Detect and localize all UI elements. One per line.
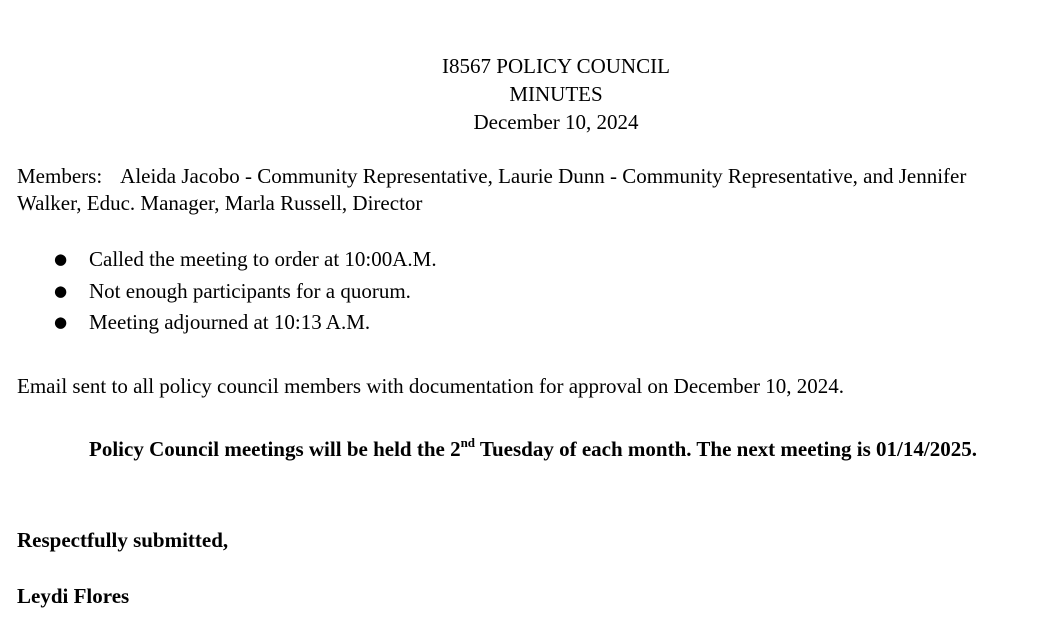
meeting-notice — [89, 433, 1009, 465]
list-item — [0, 307, 437, 339]
closing-line: Respectfully submitted, — [17, 528, 229, 552]
bullet-icon: ● — [54, 281, 68, 300]
members-paragraph — [17, 163, 1027, 217]
notice-text-start: Policy Council meetings will be held the 2 — [89, 437, 461, 461]
email-note: Email sent to all policy council members with documentation for approval on December 10, 2024. — [17, 374, 844, 398]
members-list: Aleida Jacobo - Community Representative, Laurie Dunn - Community Representative, and Jennifer Walker, Educ. Manager, Marla Russell, Director — [17, 164, 967, 215]
agenda-list — [0, 244, 437, 339]
list-item — [0, 244, 437, 276]
document-subtitle: MINUTES — [509, 82, 603, 106]
document-header — [0, 52, 1038, 136]
notice-text-end: Tuesday of each month. The next meeting is 01/14/2025. — [475, 437, 977, 461]
signer-name: Leydi Flores — [17, 584, 130, 608]
bullet-icon: ● — [54, 250, 68, 268]
members-label: Members: — [17, 164, 103, 188]
document-title: I8567 POLICY COUNCIL — [442, 54, 670, 78]
bullet-icon: ● — [54, 313, 68, 331]
list-item-text: Meeting adjourned at 10:13 A.M. — [89, 310, 371, 334]
list-item-text: Not enough participants for a quorum. — [89, 278, 411, 303]
list-item-text: Called the meeting to order at 10:00A.M. — [89, 247, 437, 271]
meeting-date: December 10, 2024 — [473, 110, 639, 134]
notice-ordinal-suffix: nd — [460, 435, 476, 450]
list-item — [0, 276, 437, 308]
